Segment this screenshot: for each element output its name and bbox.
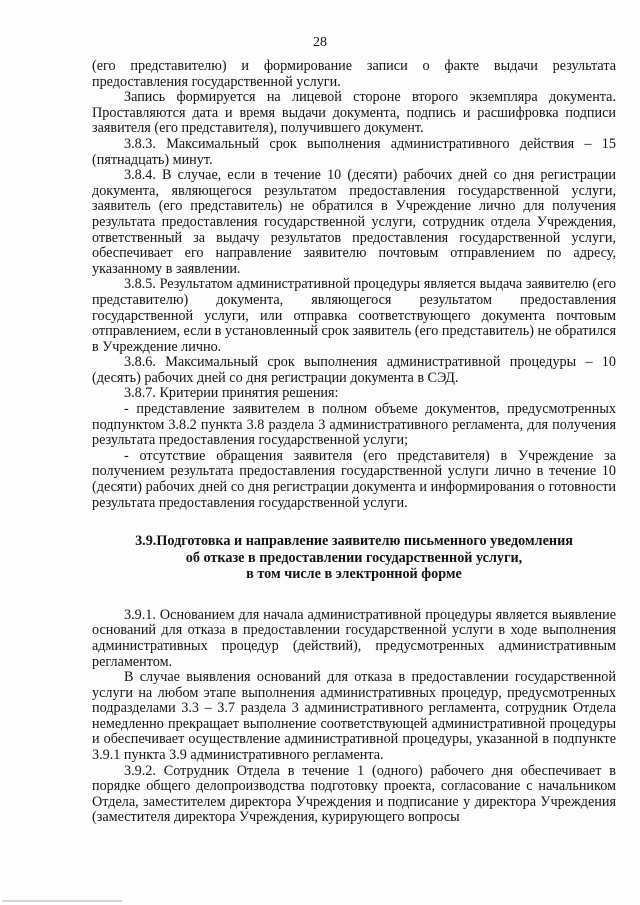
paragraph: 3.9.2. Сотрудник Отдела в течение 1 (одного) рабочего дня обеспечивает в порядке общего делопроизводства подготовку проекта, согласование с начальником Отдела, заместителем директора Учреждения и подписание у директора Учреждения (заместителя директора Учреждения, курирующего вопросы bbox=[92, 762, 616, 826]
section-heading bbox=[92, 533, 616, 583]
scan-artifact bbox=[2, 900, 122, 902]
paragraph: 3.8.7. Критерии принятия решения: bbox=[124, 385, 339, 402]
list-item: - представление заявителем в полном объеме документов, предусмотренных подпунктом 3.8.2 пункта 3.8 раздела 3 административного регламента, для получения результата предоставления государственной услуги; bbox=[92, 401, 616, 449]
document-body bbox=[92, 59, 616, 826]
paragraph: 3.8.6. Максимальный срок выполнения административной процедуры – 10 (десять) рабочих дней со дня регистрации документа в СЭД. bbox=[92, 354, 616, 386]
paragraph: Запись формируется на лицевой стороне второго экземпляра документа. Проставляются дата и время выдачи документа, подпись и расшифровка подписи заявителя (его представителя), получившего документ. bbox=[92, 89, 616, 137]
page-number: 28 bbox=[313, 35, 327, 50]
heading-line: 3.9.Подготовка и направление заявителю письменного уведомления bbox=[135, 533, 573, 550]
list-item: - отсутствие обращения заявителя (его представителя) в Учреждение за получением результата предоставления государственной услуги лично в течение 10 (десяти) рабочих дней со дня регистрации документа и информирования о готовности результата предоставления государственной услуги. bbox=[92, 447, 616, 511]
paragraph: 3.8.4. В случае, если в течение 10 (десяти) рабочих дней со дня регистрации документа, являющегося результатом предоставления государственной услуги, заявитель (его представитель) не обратился в Учреждение лично для получения результата предоставления государственной услуги, сотрудник отдела Учреждения, ответственный за выдачу результатов предоставления государственной услуги, обеспечивает его направление заявителю почтовым отправлением по адресу, указанному в заявлении. bbox=[92, 167, 616, 277]
paragraph: 3.8.5. Результатом административной процедуры является выдача заявителю (его представителю) документа, являющегося результатом предоставления государственной услуги, или отправка соответствующего документа почтовым отправлением, если в установленный срок заявитель (его представитель) не обратился в Учреждение лично. bbox=[92, 276, 616, 355]
paragraph: (его представителю) и формирование записи о факте выдачи результата предоставления государственной услуги. bbox=[92, 58, 616, 90]
paragraph: 3.9.1. Основанием для начала административной процедуры является выявление оснований для отказа в предоставлении государственной услуги в ходе выполнения административных процедур (действий), предусмотренных административным регламентом. bbox=[92, 606, 616, 670]
heading-line: в том числе в электронной форме bbox=[246, 566, 462, 583]
paragraph: 3.8.3. Максимальный срок выполнения административного действия – 15 (пятнадцать) минут. bbox=[92, 135, 616, 168]
heading-line: об отказе в предоставлении государственной услуги, bbox=[185, 549, 523, 566]
paragraph: В случае выявления оснований для отказа в предоставлении государственной услуги на любом этапе выполнения административных процедур, предусмотренных подразделами 3.3 – 3.7 раздела 3 административного регламента, сотрудник Отдела немедленно прекращает выполнение соответствующей административной процедуры и обеспечивает осуществление административной процедуры, указанной в подпункте 3.9.1 пункта 3.9 административного регламента. bbox=[92, 669, 616, 764]
